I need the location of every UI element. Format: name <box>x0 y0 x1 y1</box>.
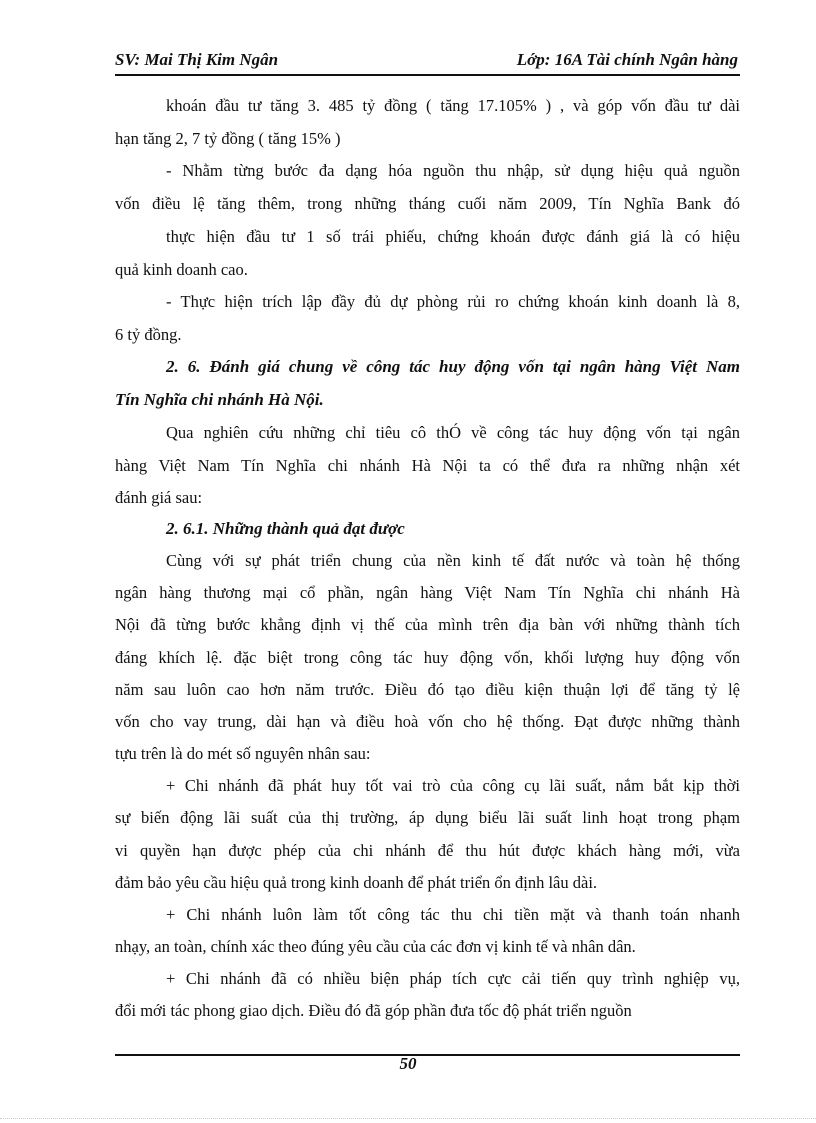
body-line: + Chi nhánh đã phát huy tốt vai trò của công cụ lãi suất, nắm bắt kịp thời <box>166 776 740 795</box>
body-line: Qua nghiên cứu những chỉ tiêu cô thÓ về công tác huy động vốn tại ngân <box>166 423 740 442</box>
body-line: + Chi nhánh đã có nhiều biện pháp tích cực cải tiến quy trình nghiệp vụ, <box>166 969 740 988</box>
body-line: nhạy, an toàn, chính xác theo đúng yêu cầu của các đơn vị kinh tế và nhân dân. <box>115 937 636 956</box>
body-line: Nội đã từng bước khẳng định vị thế của mình trên địa bàn với những thành tích <box>115 615 740 634</box>
body-line: tựu trên là do mét số nguyên nhân sau: <box>115 744 371 763</box>
page-header <box>115 48 740 76</box>
body-line: đánh giá sau: <box>115 488 203 507</box>
body-line: sự biến động lãi suất của thị trường, áp dụng biểu lãi suất linh hoạt trong phạm <box>115 808 740 827</box>
page-edge <box>0 1118 816 1119</box>
body-line: khoán đầu tư tăng 3. 485 tỷ đồng ( tăng 17.105% ) , và góp vốn đầu tư dài <box>166 96 740 115</box>
body-line: vốn điều lệ tăng thêm, trong những tháng cuối năm 2009, Tín Nghĩa Bank đó <box>115 194 740 213</box>
body-line: ngân hàng thương mại cổ phần, ngân hàng Việt Nam Tín Nghĩa chi nhánh Hà <box>115 583 740 602</box>
body-line: đảm bảo yêu cầu hiệu quả trong kinh doanh để phát triển ổn định lâu dài. <box>115 873 598 892</box>
body-line: năm sau luôn cao hơn năm trước. Điều đó tạo điều kiện thuận lợi để tăng tỷ lệ <box>115 680 740 699</box>
header-student-name: SV: Mai Thị Kim Ngân <box>115 50 279 69</box>
section-heading: 2. 6. Đánh giá chung về công tác huy động vốn tại ngân hàng Việt Nam <box>166 357 740 376</box>
body-line: Cùng với sự phát triển chung của nền kinh tế đất nước và toàn hệ thống <box>166 551 740 570</box>
section-heading-cont: Tín Nghĩa chi nhánh Hà Nội. <box>115 390 324 409</box>
body-line: + Chi nhánh luôn làm tốt công tác thu chi tiền mặt và thanh toán nhanh <box>166 905 740 924</box>
header-class: Lớp: 16A Tài chính Ngân hàng <box>516 50 738 69</box>
body-line: hạn tăng 2, 7 tỷ đồng ( tăng 15% ) <box>115 129 341 148</box>
page-number: 50 <box>399 1054 417 1073</box>
body-line: đổi mới tác phong giao dịch. Điều đó đã góp phần đưa tốc độ phát triển nguồn <box>115 1001 632 1020</box>
body-line: đáng khích lệ. đặc biệt trong công tác huy động vốn, khối lượng huy động vốn <box>115 648 740 667</box>
subsection-heading: 2. 6.1. Những thành quả đạt được <box>166 519 405 538</box>
body-line: quả kinh doanh cao. <box>115 260 248 279</box>
body-line: - Thực hiện trích lập đầy đủ dự phòng rủi ro chứng khoán kinh doanh là 8, <box>166 292 740 311</box>
body-line: vi quyền hạn được phép của chi nhánh để thu hút được khách hàng mới, vừa <box>115 841 740 860</box>
body-line: hàng Việt Nam Tín Nghĩa chi nhánh Hà Nội ta có thể đưa ra những nhận xét <box>115 456 740 475</box>
body-line: vốn cho vay trung, dài hạn và điều hoà vốn cho hệ thống. Đạt được những thành <box>115 712 740 731</box>
body-line: 6 tỷ đồng. <box>115 325 182 344</box>
body-line: thực hiện đầu tư 1 số trái phiếu, chứng khoán được đánh giá là có hiệu <box>166 227 740 246</box>
body-line: - Nhằm từng bước đa dạng hóa nguồn thu nhập, sử dụng hiệu quả nguồn <box>166 161 740 180</box>
